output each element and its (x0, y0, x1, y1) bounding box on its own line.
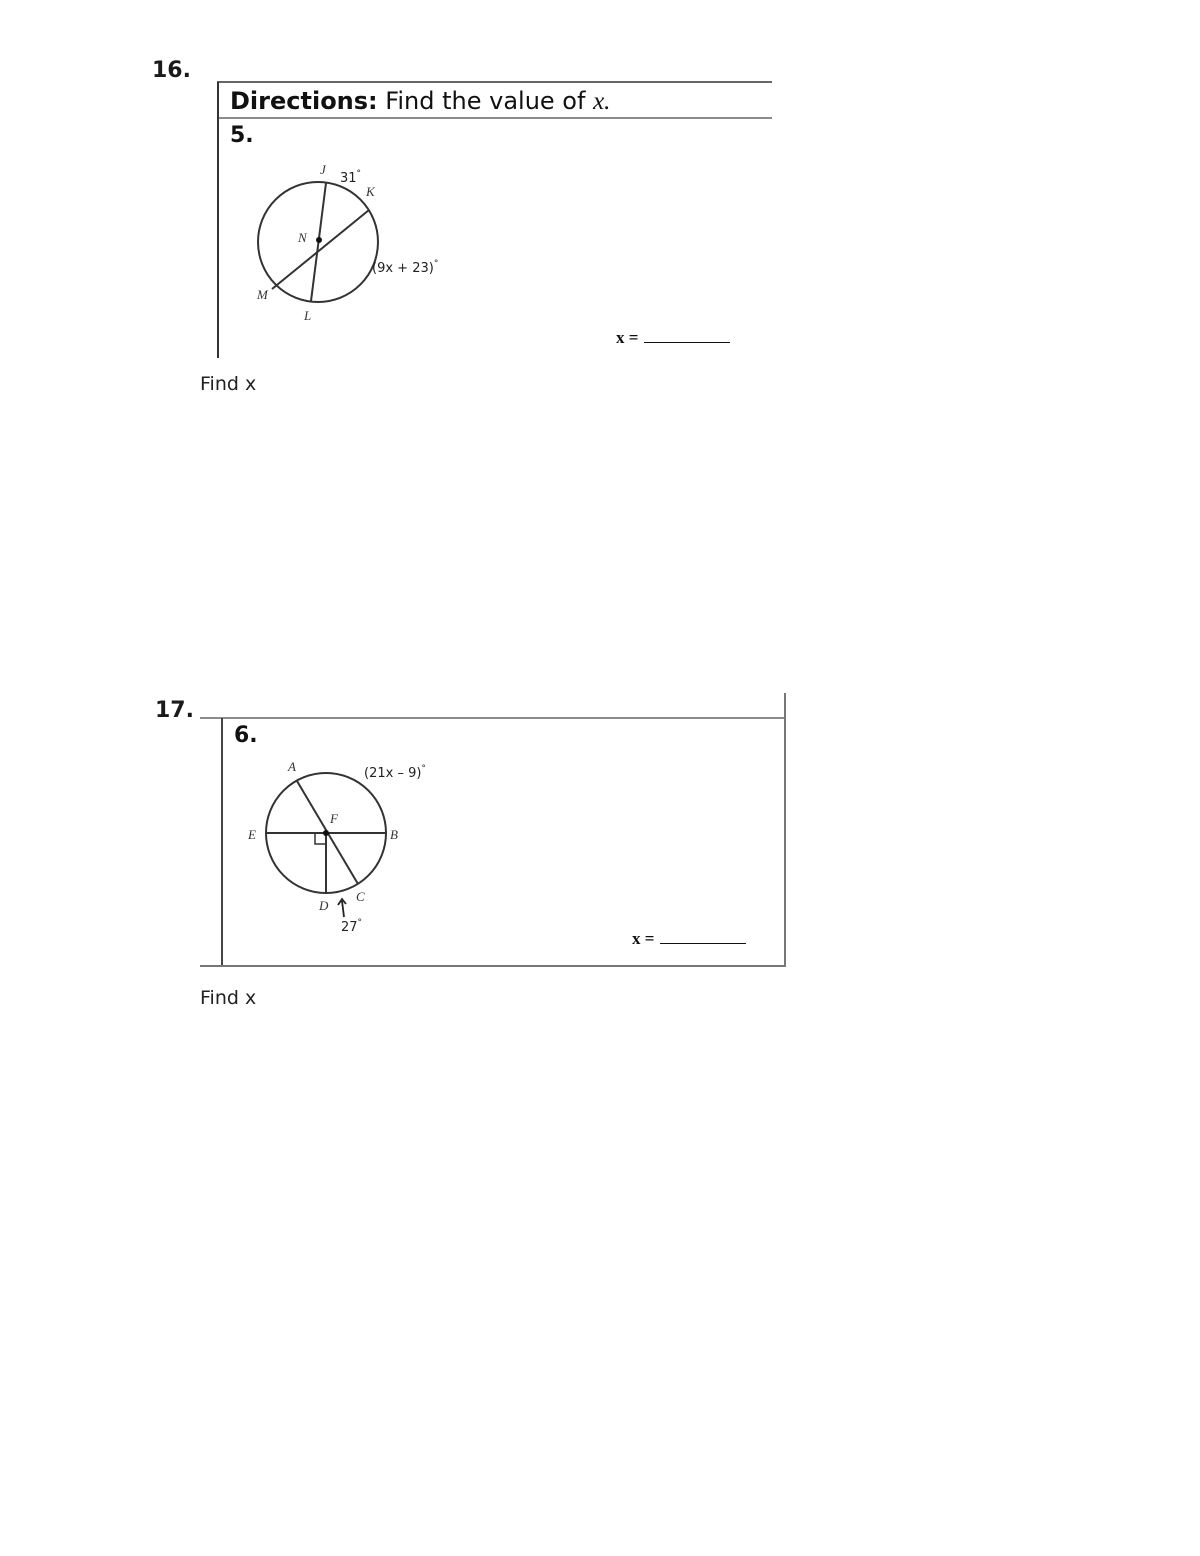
point-label: F (330, 811, 338, 826)
arc-value: 31 (340, 171, 357, 186)
point-label: A (288, 759, 296, 774)
directions-variable: x. (593, 88, 611, 115)
problem-number: 5. (230, 123, 254, 148)
point-label: B (390, 827, 398, 842)
question-caption: Find x (200, 987, 257, 1009)
center-point (316, 237, 322, 243)
circle-diagram (236, 158, 536, 338)
point-label: D (319, 898, 329, 913)
answer-label: x = (616, 328, 639, 347)
point-label: M (257, 287, 268, 302)
arc-value: 27 (341, 920, 358, 935)
answer-label: x = (632, 929, 655, 948)
degree-mark: ° (356, 169, 362, 179)
center-point (323, 830, 329, 836)
degree-mark: ° (357, 918, 363, 928)
arc-value: (9x + 23) (372, 261, 434, 276)
arc-measure (341, 918, 362, 935)
arc-value: (21x – 9) (364, 766, 422, 781)
arc-expression (372, 259, 438, 276)
problem-number: 6. (234, 723, 258, 748)
question-number: 16. (152, 58, 191, 83)
answer-line (632, 929, 746, 949)
degree-mark: ° (433, 259, 439, 269)
problem-panel (200, 693, 788, 969)
arc-measure (340, 169, 361, 186)
directions (230, 87, 610, 116)
answer-blank (644, 342, 730, 343)
degree-mark: ° (421, 764, 426, 774)
point-label: J (320, 162, 326, 177)
directions-text: Find the value of (385, 87, 586, 115)
point-label: K (366, 184, 375, 199)
directions-label: Directions: (230, 87, 378, 115)
question-number: 17. (155, 698, 194, 723)
answer-blank (660, 943, 746, 944)
question-caption: Find x (200, 373, 257, 395)
circle-diagram (240, 755, 540, 935)
problem-panel (216, 80, 772, 360)
arrow-icon (338, 899, 346, 917)
arc-expression (364, 764, 426, 781)
point-label: L (304, 308, 312, 323)
point-label: C (356, 889, 365, 904)
point-label: E (248, 827, 256, 842)
point-label: N (298, 230, 307, 245)
answer-line (616, 328, 730, 348)
